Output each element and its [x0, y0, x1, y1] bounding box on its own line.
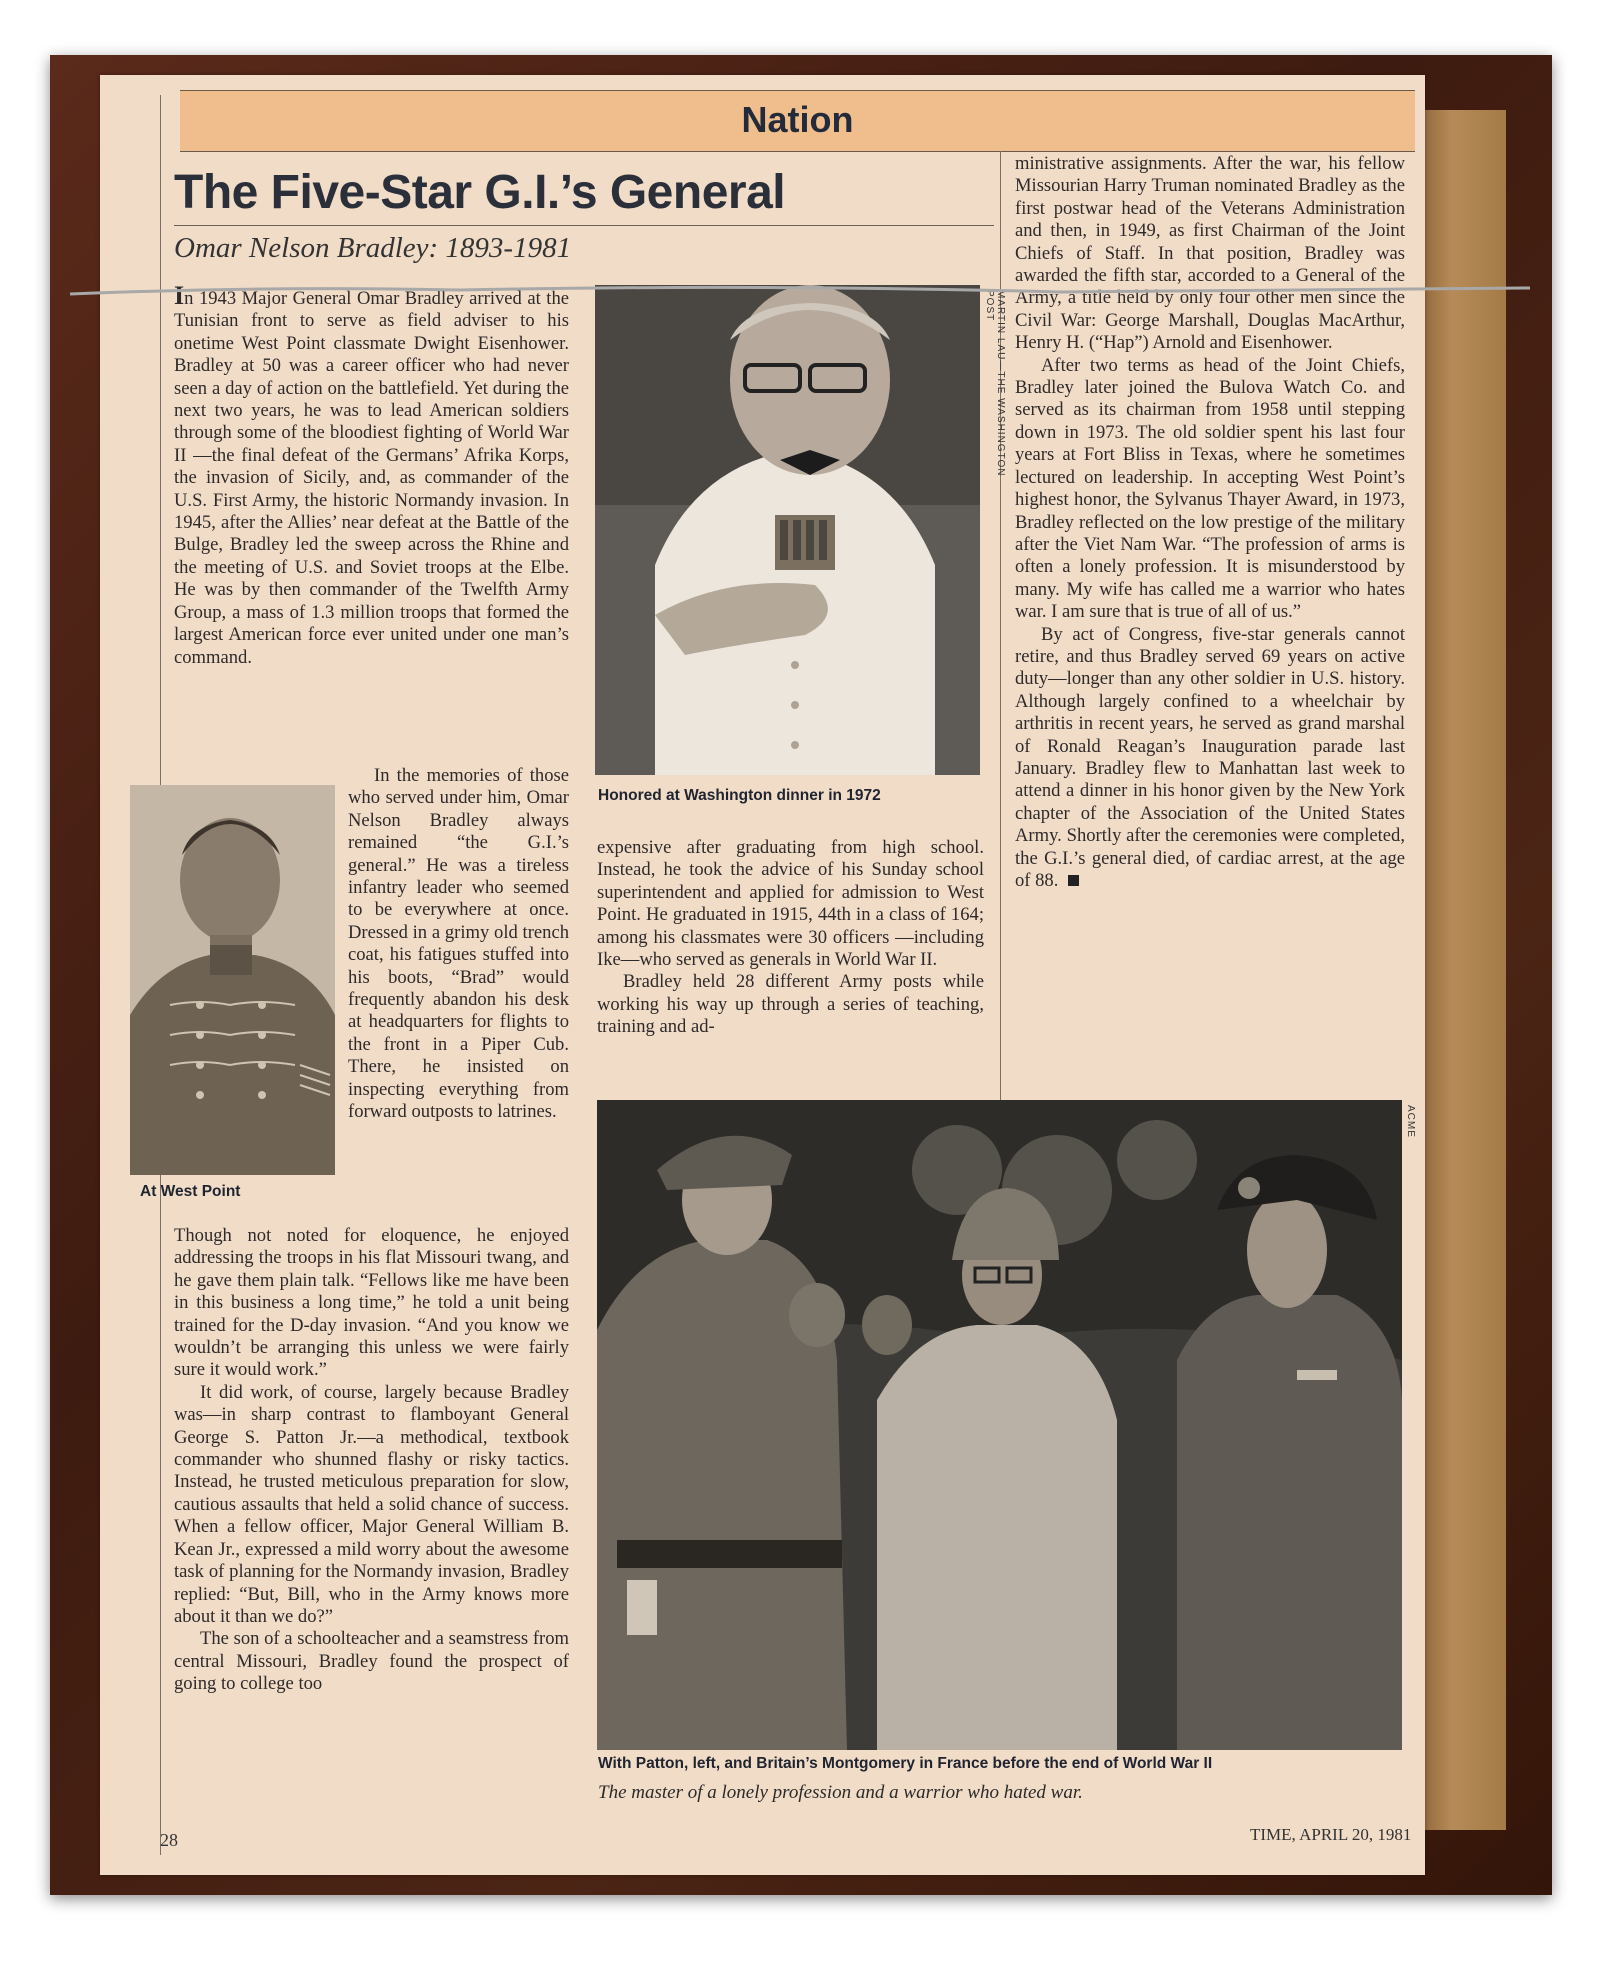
paragraph-army-posts: Bradley held 28 different Army posts while working his way up through a series of teaching, training and ad-: [597, 971, 984, 1038]
pull-quote: The master of a lonely profession and a warrior who hated war.: [598, 1782, 1083, 1803]
washington-dinner-photo: [595, 285, 980, 775]
paragraph-it-did-work: It did work, of course, largely because Bradley was—in sharp contrast to flamboyant General George S. Patton Jr.—a methodical, textbook commander who shunned flashy or risky tactics. Instead, he trusted meticulous preparation for slow, cautious assaults that held a solid chance of success. When a fellow officer, Major General William B. Kean Jr., expressed a mild worry about the awesome task of planning for the Normandy invasion, Bradley replied: “But, Bill, who in the Army knows more about it than we do?”: [174, 1381, 569, 1627]
west-point-caption: At West Point: [140, 1183, 241, 1200]
washington-dinner-caption: Honored at Washington dinner in 1972: [598, 787, 881, 804]
end-mark-icon: [1068, 875, 1079, 886]
west-point-photo: [130, 785, 335, 1175]
page-number: 28: [160, 1830, 178, 1850]
magazine-clipping: [100, 75, 1425, 1875]
paragraph-act-of-congress: [1015, 624, 1405, 893]
column-1-bottom: [174, 1225, 569, 1696]
paragraph-joint-chiefs: After two terms as head of the Joint Chiefs, Bradley later joined the Bulova Watch Co. and served as its chairman from 1958 until stepping down in 1973. The old soldier spent his last four years at Fort Bliss in Texas, where he sometimes lectured on leadership. In accepting West Point’s highest honor, the Sylvanus Thayer Award, in 1973, Bradley reflected on the low prestige of the military after the Viet Nam War. “The profession of arms is often a lonely profession. It is misunderstood by many. My wife has called me a warrior who hates war. I am sure that is true of all of us.”: [1015, 354, 1405, 623]
drop-cap: I: [174, 281, 185, 310]
issue-dateline: TIME, APRIL 20, 1981: [1250, 1825, 1412, 1844]
washington-photo-credit: MARTIN LAU—THE WASHINGTON POST: [984, 290, 1006, 477]
france-group-caption: With Patton, left, and Britain’s Montgomery in France before the end of World War II: [598, 1755, 1213, 1772]
column-3: [1015, 153, 1405, 892]
article-subhead: Omar Nelson Bradley: 1893-1981: [174, 225, 994, 265]
article-headline: The Five-Star G.I.’s General: [174, 166, 786, 219]
paragraph-text: n 1943 Major General Omar Bradley arrived at the Tunisian front to serve as field adviser to his onetime West Point classmate Dwight Eisenhower. Bradley at 50 was a career officer who had never seen a day of action on the battlefield. Yet during the next two years, he was to lead American soldiers through some of the bloodiest fighting of World War II —the final defeat of the Germans’ Afrika Korps, the invasion of Sicily, and, as commander of the U.S. First Army, the historic Normandy invasion. In 1945, after the Allies’ near defeat at the Battle of the Bulge, Bradley led the sweep across the Rhine and the meeting of U.S. and Soviet troops at the Elbe. He was by then commander of the Twelfth Army Group, a mass of 1.3 million troops that formed the largest American force ever united under one man’s command.: [174, 288, 569, 668]
france-group-photo: [597, 1100, 1402, 1750]
paragraph-text: By act of Congress, five-star generals cannot retire, and thus Bradley served 69 years on active duty—longer than any other soldier in U.S. history. Although largely confined to a wheelchair by arthritis in recent years, he served as grand marshal of Ronald Reagan’s Inauguration parade last January. Bradley flew to Manhattan last week to attend a dinner in his honor given by the New York chapter of the Association of the United States Army. Shortly after the ceremonies were completed, the G.I.’s general died, of cardiac arrest, at the age of 88.: [1015, 623, 1405, 891]
paragraph-memories: In the memories of those who served under him, Omar Nelson Bradley always remained “the G.I.’s general.” He was a tireless infantry leader who seemed to be everywhere at once. Dressed in a grimy old trench coat, his fatigues stuffed into his boots, “Brad” would frequently abandon his desk at headquarters for flights to the front in a Piper Cub. There, he insisted on inspecting everything from forward outposts to latrines.: [348, 765, 569, 1123]
paragraph-intro: [174, 281, 569, 669]
france-photo-credit: ACME: [1405, 1105, 1416, 1138]
column-1-top: [174, 281, 569, 669]
paragraph-son-of-schoolteacher: The son of a schoolteacher and a seamstress from central Missouri, Bradley found the prospect of going to college too: [174, 1628, 569, 1695]
section-label: Nation: [741, 99, 854, 140]
paragraph-administrative: ministrative assignments. After the war, his fellow Missourian Harry Truman nominated Bradley as the first postwar head of the Veterans Administration and then, in 1949, as first Chairman of the Joint Chiefs of Staff. In that position, Bradley was awarded the fifth star, accorded to a General of the Army, a title held by only four other men since the Civil War: George Marshall, Douglas MacArthur, Henry H. (“Hap”) Arnold and Eisenhower.: [1015, 153, 1405, 354]
column-1-middle: [348, 765, 569, 1124]
section-banner: [180, 90, 1415, 152]
paragraph-expensive: expensive after graduating from high school. Instead, he took the advice of his Sunday school superintendent and applied for admission to West Point. He graduated in 1915, 44th in a class of 164; among his classmates were 30 officers —including Ike—who served as generals in World War II.: [597, 837, 984, 971]
column-2: [597, 837, 984, 1039]
paragraph-eloquence: Though not noted for eloquence, he enjoyed addressing the troops in his flat Missouri twang, and he gave them plain talk. “Fellows like me have been in this business a long time,” he told a unit being trained for the D-day invasion. “And you know we wouldn’t be arranging this unless we were fairly sure it would work.”: [174, 1225, 569, 1381]
